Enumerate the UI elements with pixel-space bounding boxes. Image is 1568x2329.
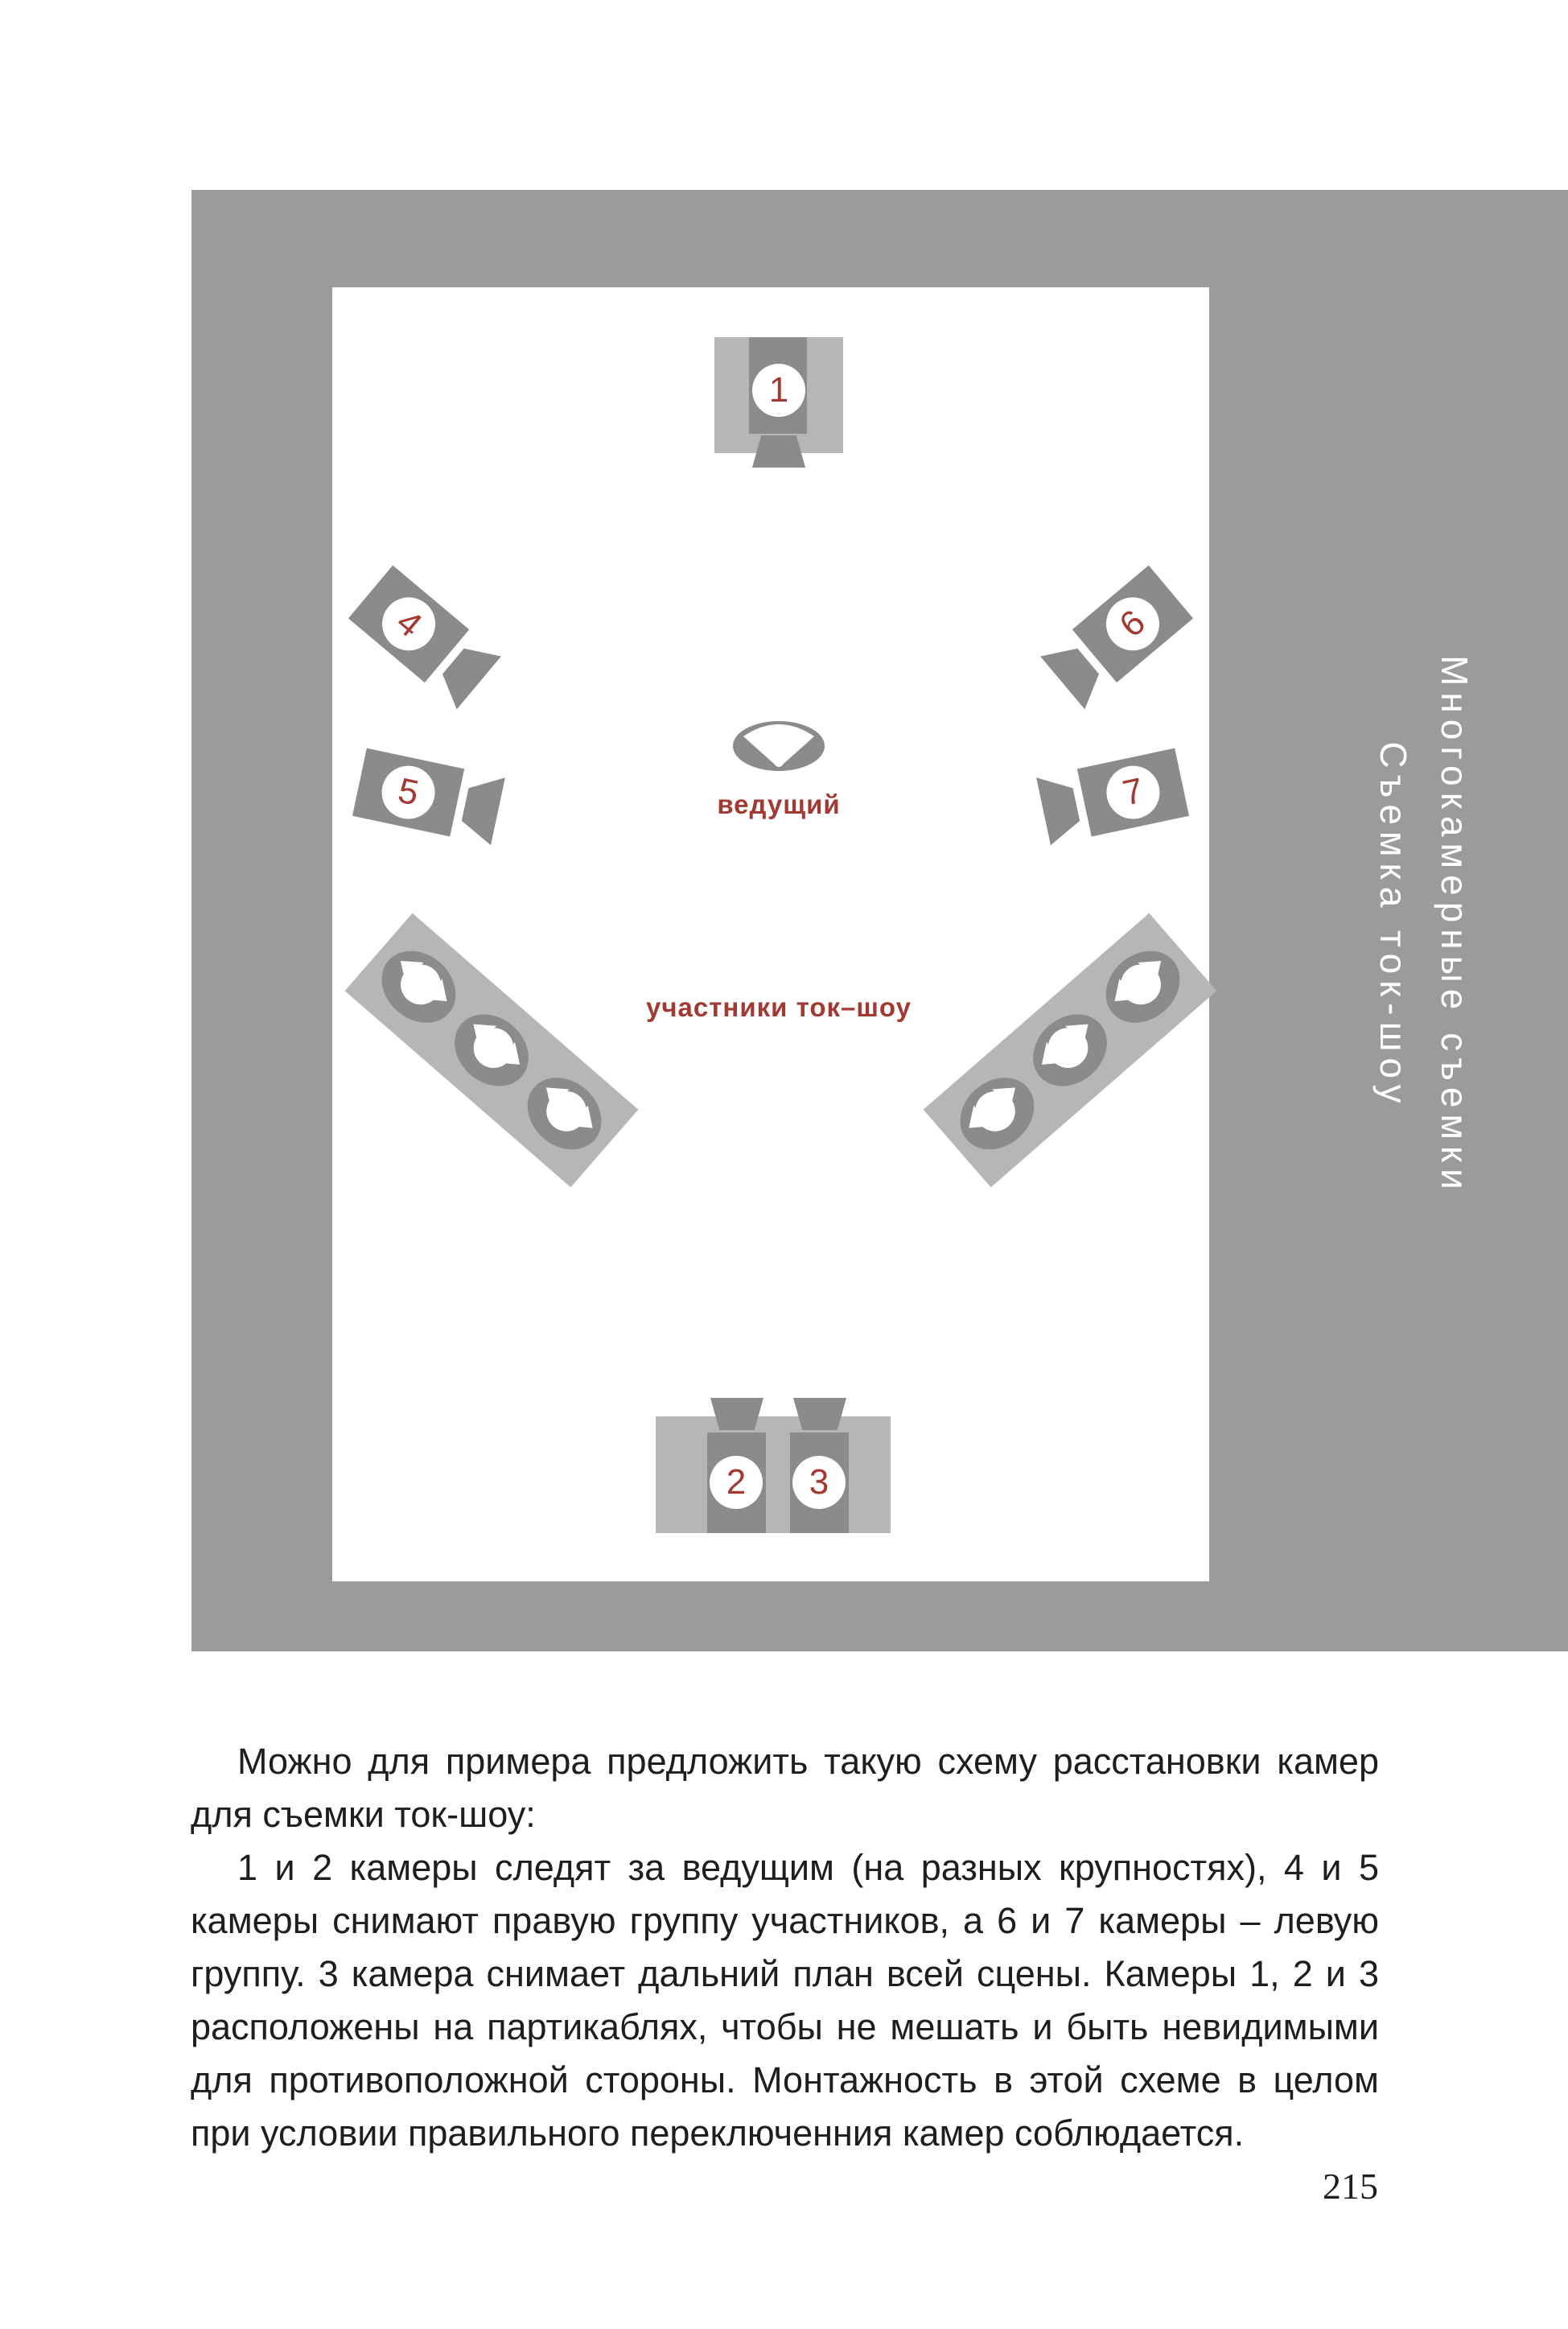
host-icon bbox=[730, 719, 827, 773]
host-label: ведущий bbox=[717, 789, 841, 819]
diagram-panel bbox=[332, 287, 1209, 1581]
chapter-title-line2: Съемка ток-шоу bbox=[1373, 741, 1414, 1110]
chapter-title-line1: Многокамерные съемки bbox=[1434, 655, 1475, 1196]
camera-7-number-badge: 7 bbox=[1101, 761, 1164, 823]
participants-label: участники ток–шоу bbox=[646, 992, 912, 1022]
camera-5-icon bbox=[352, 748, 505, 846]
paragraph: Можно для примера предложить такую схему расстановки камер для съемки ток-шоу: bbox=[191, 1741, 1379, 1835]
camera-6-number-badge: 6 bbox=[1095, 587, 1170, 662]
camera-1-lens-icon bbox=[752, 435, 805, 468]
body-text bbox=[191, 1735, 1379, 2160]
camera-1-number-badge: 1 bbox=[752, 364, 805, 417]
page-number: 215 bbox=[1323, 2166, 1378, 2207]
camera-6-icon bbox=[1040, 565, 1193, 709]
camera-2-number-badge: 2 bbox=[710, 1456, 763, 1509]
camera-2-lens-icon bbox=[710, 1398, 763, 1430]
camera-4-number-badge: 4 bbox=[372, 587, 447, 662]
camera-5-number-badge: 5 bbox=[377, 761, 439, 823]
paragraph: 1 и 2 камеры следят за ведущим (на разных крупностях), 4 и 5 камеры снимают правую группу участников, а 6 и 7 камеры – левую группу. 3 камера снимает дальний план всей сцены. Камеры 1, 2 и 3 расположены на партикаблях, чтобы не мешать и быть невидимыми для противоположной стороны. Монтажность в этой схеме в целом при условии правильного переключенния камер соблюдается. bbox=[191, 1847, 1379, 2154]
participants-table-right bbox=[924, 913, 1217, 1188]
chapter-title-vertical bbox=[1363, 612, 1485, 1239]
camera-7-lens-icon bbox=[1036, 771, 1084, 846]
participants-table-left bbox=[345, 913, 639, 1188]
camera-2-3-pedestal bbox=[656, 1416, 891, 1533]
camera-4-icon bbox=[348, 565, 501, 709]
camera-3-lens-icon bbox=[793, 1398, 846, 1430]
camera-7-icon bbox=[1036, 748, 1189, 846]
camera-5-lens-icon bbox=[458, 771, 505, 846]
diagram-background bbox=[191, 190, 1568, 1651]
camera-3-number-badge: 3 bbox=[792, 1456, 846, 1509]
